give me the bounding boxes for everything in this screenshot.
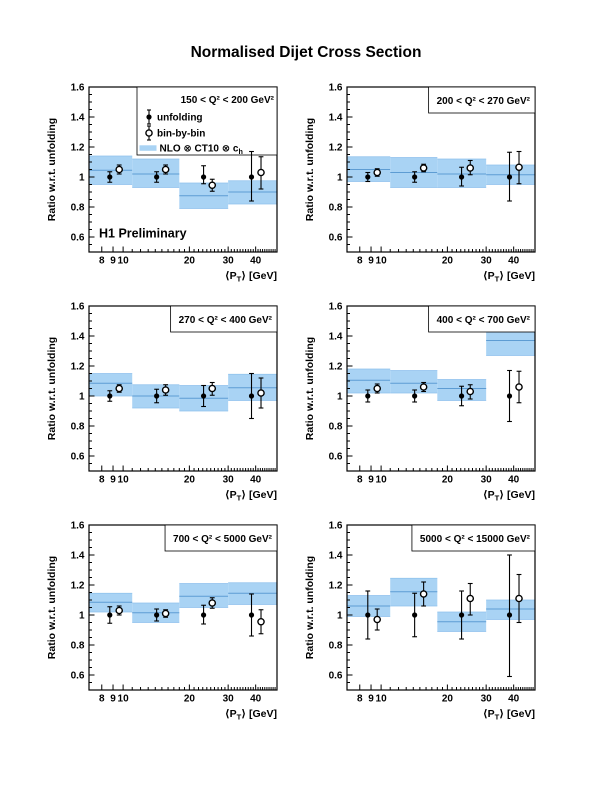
q2-range-label: 270 < Q² < 400 GeV² [178, 315, 272, 326]
y-tick-label: 1.4 [70, 331, 85, 343]
bin-by-bin-marker [421, 384, 427, 390]
y-tick-label: 0.8 [70, 202, 85, 214]
unfolding-marker [459, 174, 464, 179]
x-axis-title: $⟨P_T⟩$ [GeV] [224, 708, 277, 722]
x-tick-label: 40 [508, 255, 520, 267]
x-tick-label: 8 [356, 693, 363, 705]
unfolding-marker [201, 393, 206, 398]
x-tick-label: 10 [375, 255, 387, 267]
q2-label-box [412, 525, 535, 551]
legend-nlo-band-swatch [140, 145, 157, 151]
y-tick-label: 0.6 [328, 232, 343, 244]
x-tick-label: 20 [441, 255, 453, 267]
x-tick-label: 9 [110, 255, 116, 267]
x-tick-label: 8 [356, 255, 363, 267]
y-tick-label: 1.4 [328, 550, 343, 562]
q2-range-label: 150 < Q² < 200 GeV² [180, 95, 274, 106]
unfolding-marker [107, 174, 112, 179]
x-tick-label: 30 [480, 255, 492, 267]
unfolding-marker [365, 393, 370, 398]
y-tick-label: 1.2 [328, 142, 343, 154]
x-tick-label: 20 [183, 693, 195, 705]
y-tick-label: 0.6 [328, 670, 343, 682]
y-tick-label: 0.8 [328, 640, 343, 652]
y-tick-label: 1.2 [70, 142, 85, 154]
x-tick-label: 30 [222, 255, 234, 267]
x-axis [99, 685, 275, 705]
x-tick-label: 9 [110, 474, 116, 486]
legend-nlo: NLO ⊗ CT10 ⊗ $c_h$ [159, 143, 243, 157]
x-tick-label: 8 [98, 474, 105, 486]
x-axis [99, 247, 275, 267]
y-tick-label: 0.8 [328, 421, 343, 433]
bin-by-bin-marker [516, 384, 522, 390]
x-tick-label: 30 [480, 693, 492, 705]
x-tick-label: 8 [98, 255, 105, 267]
unfolding-marker [507, 612, 512, 617]
y-tick-label: 0.6 [328, 451, 343, 463]
x-tick-label: 8 [356, 474, 363, 486]
y-tick-label: 1.6 [328, 82, 343, 94]
legend-bin-by-bin: bin-by-bin [157, 128, 206, 140]
y-axis-title: Ratio w.r.t. unfolding [46, 117, 58, 222]
h1-preliminary-label: H1 Preliminary [99, 226, 187, 241]
panel-4-chart [297, 296, 547, 526]
bin-by-bin-marker [258, 169, 264, 175]
bin-by-bin-marker [163, 387, 169, 393]
unfolding-marker [107, 612, 112, 617]
x-tick-label: 20 [441, 693, 453, 705]
unfolding-marker [249, 174, 254, 179]
x-tick-label: 8 [98, 693, 105, 705]
x-axis-title: $⟨P_T⟩$ [GeV] [224, 489, 277, 503]
bin-by-bin-marker [258, 390, 264, 396]
x-tick-label: 30 [222, 474, 234, 486]
unfolding-marker [249, 393, 254, 398]
y-tick-label: 1 [336, 391, 343, 403]
y-tick-label: 1.4 [70, 112, 85, 124]
unfolding-marker [107, 393, 112, 398]
bin-by-bin-marker [258, 619, 264, 625]
bin-by-bin-marker [374, 385, 380, 391]
y-tick-label: 1.6 [70, 520, 85, 532]
bin-by-bin-marker [374, 616, 380, 622]
unfolding-marker [365, 612, 370, 617]
y-tick-label: 0.6 [70, 451, 85, 463]
x-tick-label: 9 [110, 693, 116, 705]
bin-by-bin-marker [421, 165, 427, 171]
unfolding-marker [412, 174, 417, 179]
unfolding-marker [365, 174, 370, 179]
bin-by-bin-marker [116, 607, 122, 613]
unfolding-marker [459, 612, 464, 617]
unfolding-marker [412, 612, 417, 617]
x-axis [357, 685, 533, 705]
x-axis [357, 247, 533, 267]
q2-label-box [429, 87, 535, 113]
y-tick-label: 0.8 [70, 640, 85, 652]
y-tick-label: 1 [78, 391, 85, 403]
y-tick-label: 1.6 [328, 520, 343, 532]
y-tick-label: 1.2 [70, 361, 85, 373]
x-axis [357, 466, 533, 486]
q2-label-box [165, 525, 277, 551]
x-tick-label: 40 [508, 693, 520, 705]
unfolding-marker [459, 393, 464, 398]
y-axis-title: Ratio w.r.t. unfolding [46, 336, 58, 441]
x-axis-title: $⟨P_T⟩$ [GeV] [224, 270, 277, 284]
x-tick-label: 20 [183, 255, 195, 267]
y-tick-label: 0.8 [70, 421, 85, 433]
y-tick-label: 1.6 [70, 301, 85, 313]
y-tick-label: 1.4 [328, 331, 343, 343]
unfolding-marker [507, 174, 512, 179]
x-tick-label: 40 [250, 255, 262, 267]
y-axis-title: Ratio w.r.t. unfolding [304, 117, 316, 222]
q2-range-label: 5000 < Q² < 15000 GeV² [419, 534, 530, 545]
y-tick-label: 1.4 [328, 112, 343, 124]
x-tick-label: 10 [117, 693, 129, 705]
figure-title: Normalised Dijet Cross Section [190, 44, 422, 61]
y-axis-title: Ratio w.r.t. unfolding [304, 555, 316, 660]
bin-by-bin-marker [209, 182, 215, 188]
y-tick-label: 1.2 [328, 361, 343, 373]
x-tick-label: 10 [117, 474, 129, 486]
x-tick-label: 9 [368, 693, 374, 705]
y-tick-label: 1.6 [328, 301, 343, 313]
x-tick-label: 40 [250, 474, 262, 486]
x-tick-label: 20 [183, 474, 195, 486]
y-tick-label: 1.6 [70, 82, 85, 94]
y-tick-label: 0.6 [70, 670, 85, 682]
q2-range-label: 200 < Q² < 270 GeV² [436, 96, 530, 107]
y-axis-title: Ratio w.r.t. unfolding [46, 555, 58, 660]
unfolding-marker [412, 393, 417, 398]
panel-5-chart [39, 515, 289, 745]
q2-range-label: 700 < Q² < 5000 GeV² [173, 534, 272, 545]
x-axis-title: $⟨P_T⟩$ [GeV] [482, 708, 535, 722]
legend-unfolding: unfolding [157, 112, 203, 124]
y-tick-label: 0.6 [70, 232, 85, 244]
unfolding-marker [507, 393, 512, 398]
bin-by-bin-marker [116, 385, 122, 391]
bin-by-bin-marker [516, 164, 522, 170]
q2-label-box [429, 306, 535, 332]
y-tick-label: 1 [78, 610, 85, 622]
panel-3-chart [39, 296, 289, 526]
bin-by-bin-marker [467, 595, 473, 601]
nlo-band-group [89, 583, 277, 623]
bin-by-bin-marker [374, 169, 380, 175]
bin-by-bin-marker [516, 595, 522, 601]
unfolding-marker [201, 612, 206, 617]
bin-by-bin-marker [421, 591, 427, 597]
x-tick-label: 30 [480, 474, 492, 486]
x-axis-title: $⟨P_T⟩$ [GeV] [482, 270, 535, 284]
unfolding-marker [201, 174, 206, 179]
y-tick-label: 0.8 [328, 202, 343, 214]
bin-by-bin-marker [163, 166, 169, 172]
unfolding-marker [249, 612, 254, 617]
y-tick-label: 1.2 [328, 580, 343, 592]
y-axis-title: Ratio w.r.t. unfolding [304, 336, 316, 441]
bin-by-bin-marker [209, 600, 215, 606]
bin-by-bin-marker [467, 165, 473, 171]
x-tick-label: 30 [222, 693, 234, 705]
bin-by-bin-marker [116, 166, 122, 172]
unfolding-marker [154, 612, 159, 617]
x-tick-label: 10 [375, 693, 387, 705]
q2-label-box [171, 306, 277, 332]
bin-by-bin-marker [209, 385, 215, 391]
q2-range-label: 400 < Q² < 700 GeV² [436, 315, 530, 326]
y-tick-label: 1 [336, 610, 343, 622]
panel-2-chart [297, 77, 547, 307]
x-tick-label: 10 [117, 255, 129, 267]
y-tick-label: 1.4 [70, 550, 85, 562]
x-tick-label: 40 [508, 474, 520, 486]
y-tick-label: 1 [336, 172, 343, 184]
bin-by-bin-marker [467, 388, 473, 394]
panel-6-chart [297, 515, 547, 745]
x-tick-label: 10 [375, 474, 387, 486]
x-tick-label: 9 [368, 474, 374, 486]
x-tick-label: 20 [441, 474, 453, 486]
panel-1-chart [39, 77, 289, 307]
legend [137, 87, 277, 156]
y-tick-label: 1 [78, 172, 85, 184]
bin-by-bin-marker [163, 610, 169, 616]
unfolding-marker [154, 393, 159, 398]
unfolding-marker [154, 174, 159, 179]
x-tick-label: 9 [368, 255, 374, 267]
nlo-band-group [347, 578, 535, 631]
x-axis-title: $⟨P_T⟩$ [GeV] [482, 489, 535, 503]
y-tick-label: 1.2 [70, 580, 85, 592]
x-tick-label: 40 [250, 693, 262, 705]
nlo-band-group [89, 156, 277, 209]
x-axis [99, 466, 275, 486]
